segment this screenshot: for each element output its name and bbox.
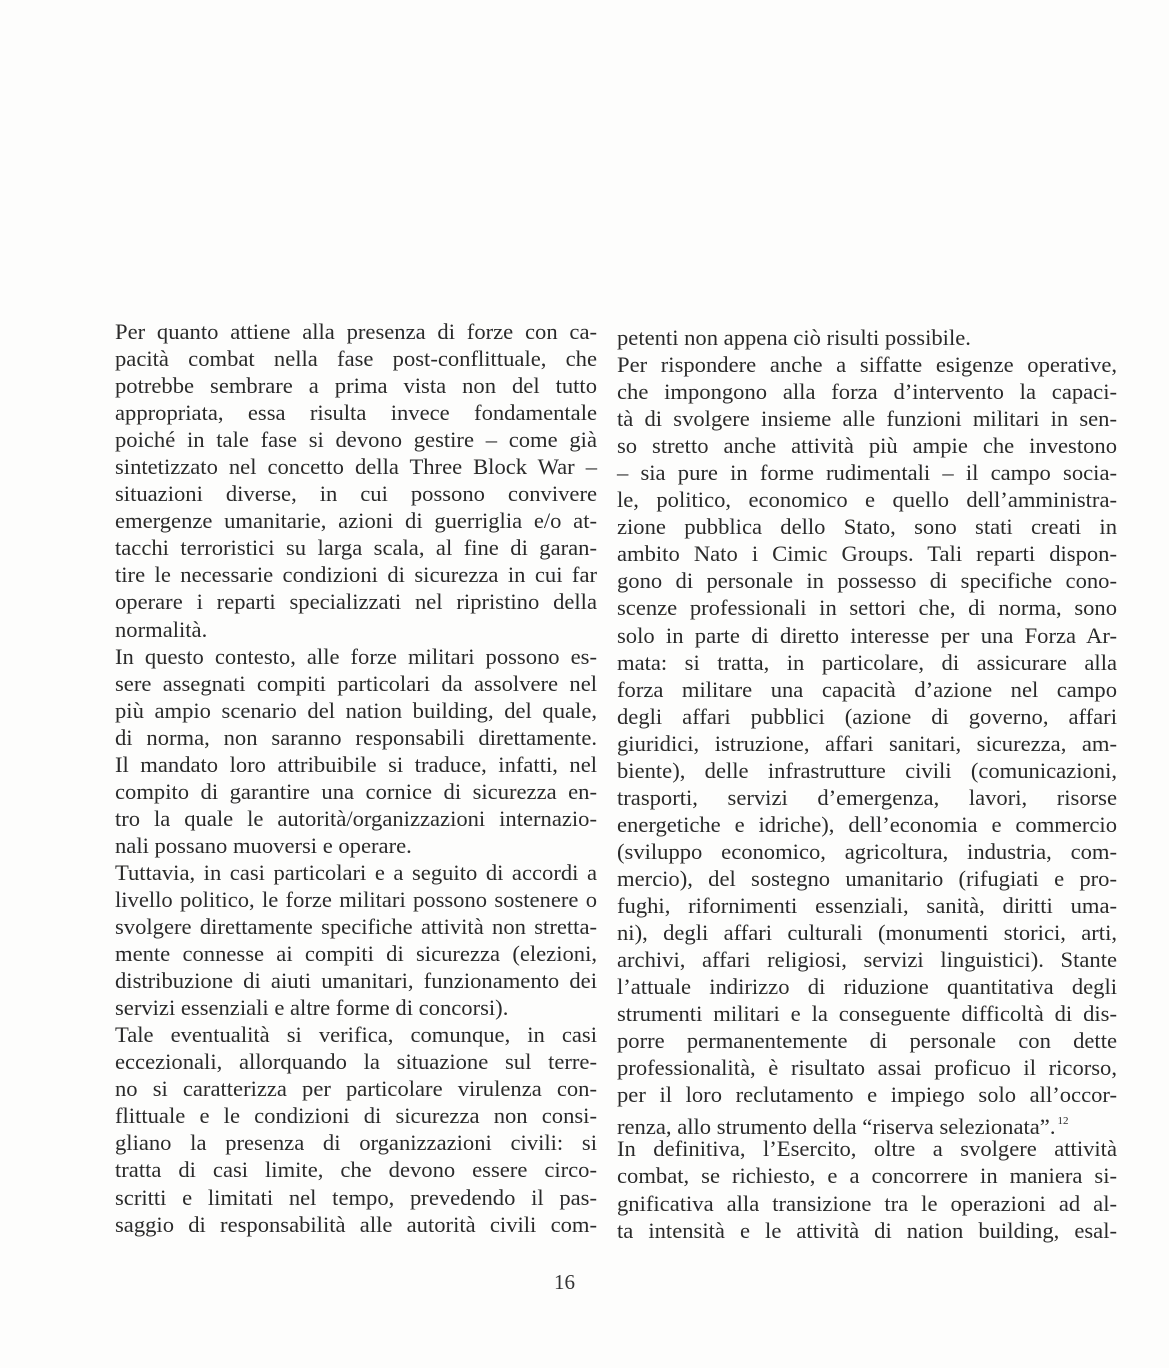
- text-line: distribuzione di aiuti umanitari, funzionamento dei: [115, 968, 597, 994]
- right-text-column: [617, 324, 1117, 1244]
- text-line: no si caratterizza per particolare virulenza con-: [115, 1076, 597, 1102]
- text-line: degli affari pubblici (azione di governo, affari: [617, 703, 1117, 729]
- text-line: operare i reparti specializzati nel ripristino della: [115, 589, 597, 615]
- text-line: più ampio scenario del nation building, del quale,: [115, 697, 597, 723]
- text-line: zione pubblica dello Stato, sono stati creati in: [617, 514, 1117, 540]
- text-line: solo in parte di diretto interesse per una Forza Ar-: [617, 622, 1117, 648]
- text-line: normalità.: [115, 616, 208, 642]
- text-line: ta intensità e le attività di nation building, esal-: [617, 1217, 1117, 1243]
- text-line: emergenze umanitarie, azioni di guerriglia e/o at-: [115, 508, 597, 534]
- text-line: livello politico, le forze militari possono sostenere o: [115, 886, 597, 912]
- text-line: In questo contesto, alle forze militari possono es-: [115, 643, 597, 669]
- text-line: pacità combat nella fase post-conflittuale, che: [115, 346, 597, 372]
- text-line: petenti non appena ciò risulti possibile.: [617, 325, 971, 350]
- text-line: so stretto anche attività più ampie che investono: [617, 433, 1117, 459]
- text-line: professionalità, è risultato assai proficuo il ricorso,: [617, 1055, 1117, 1081]
- text-line: In definitiva, l’Esercito, oltre a svolgere attività: [617, 1136, 1117, 1162]
- text-line: che impongono alla forza d’intervento la capaci-: [617, 379, 1117, 405]
- text-line: Il mandato loro attribuibile si traduce, infatti, nel: [115, 751, 597, 777]
- text-line: le, politico, economico e quello dell’amministra-: [617, 487, 1117, 513]
- text-line: compito di garantire una cornice di sicurezza en-: [115, 778, 597, 804]
- text-line: gliano la presenza di organizzazioni civili: si: [115, 1130, 597, 1156]
- text-line: porre permanentemente di personale con dette: [617, 1028, 1117, 1054]
- text-line: svolgere direttamente specifiche attività non stretta-: [115, 914, 597, 940]
- text-line: mercio), del sostegno umanitario (rifugiati e pro-: [617, 865, 1117, 891]
- text-line: Per quanto attiene alla presenza di forze con ca-: [115, 319, 597, 344]
- text-line: archivi, affari religiosi, servizi linguistici). Stante: [617, 947, 1117, 973]
- left-text-column: [115, 318, 597, 1238]
- text-line: tratta di casi limite, che devono essere circo-: [115, 1157, 597, 1183]
- text-line: trasporti, servizi d’emergenza, lavori, risorse: [617, 784, 1117, 810]
- text-line: combat, se richiesto, e a concorrere in maniera si-: [617, 1163, 1117, 1189]
- text-line: situazioni diverse, in cui possono convivere: [115, 481, 597, 507]
- text-line: nali possano muoversi e operare.: [115, 832, 412, 858]
- text-line: per il loro reclutamento e impiego solo all’occor-: [617, 1082, 1117, 1108]
- text-line: sintetizzato nel concetto della Three Block War –: [115, 454, 597, 480]
- text-line: tire le necessarie condizioni di sicurezza in cui far: [115, 562, 597, 588]
- text-line: Tale eventualità si verifica, comunque, in casi: [115, 1022, 597, 1048]
- text-line: energetiche e idriche), dell’economia e commercio: [617, 811, 1117, 837]
- text-line: potrebbe sembrare a prima vista non del tutto: [115, 373, 597, 399]
- text-line: tà di svolgere insieme alle funzioni militari in sen-: [617, 406, 1117, 432]
- text-line: Per rispondere anche a siffatte esigenze operative,: [617, 352, 1117, 378]
- text-line: appropriata, essa risulta invece fondamentale: [115, 400, 597, 426]
- text-line: l’attuale indirizzo di riduzione quantitativa degli: [617, 974, 1117, 1000]
- text-line: poiché in tale fase si devono gestire – come già: [115, 427, 597, 453]
- text-line: Tuttavia, in casi particolari e a seguito di accordi a: [115, 859, 597, 885]
- text-line: scritti e limitati nel tempo, prevedendo il pas-: [115, 1184, 597, 1210]
- page-number: 16: [554, 1270, 575, 1294]
- text-line: gono di personale in possesso di specifiche cono-: [617, 568, 1117, 594]
- text-line: giuridici, istruzione, affari sanitari, sicurezza, am-: [617, 730, 1117, 756]
- text-line: ambito Nato i Cimic Groups. Tali reparti dispon-: [617, 541, 1117, 567]
- text-line: tacchi terroristici su larga scala, al fine di garan-: [115, 535, 597, 561]
- text-line: (sviluppo economico, agricoltura, industria, com-: [617, 838, 1117, 864]
- text-line: tro la quale le autorità/organizzazioni internazio-: [115, 805, 597, 831]
- text-line: biente), delle infrastrutture civili (comunicazioni,: [617, 757, 1117, 783]
- footnote-reference: 12: [1057, 1115, 1069, 1128]
- text-line-content: renza, allo strumento della “riserva selezionata”.: [617, 1114, 1056, 1140]
- text-line: strumenti militari e la conseguente difficoltà di dis-: [617, 1001, 1117, 1027]
- text-line: ni), degli affari culturali (monumenti storici, arti,: [617, 920, 1117, 946]
- text-line: scenze professionali in settori che, di norma, sono: [617, 595, 1117, 621]
- text-line: forza militare una capacità d’azione nel campo: [617, 676, 1117, 702]
- text-line: [617, 1108, 1117, 1140]
- text-line: servizi essenziali e altre forme di concorsi).: [115, 995, 509, 1021]
- text-line: eccezionali, allorquando la situazione sul terre-: [115, 1049, 597, 1075]
- text-line: gnificativa alla transizione tra le operazioni ad al-: [617, 1190, 1117, 1216]
- text-line: saggio di responsabilità alle autorità civili com-: [115, 1211, 597, 1237]
- text-line: fughi, rifornimenti essenziali, sanità, diritti uma-: [617, 892, 1117, 918]
- text-line: flittuale e le condizioni di sicurezza non consi-: [115, 1103, 597, 1129]
- text-line: – sia pure in forme rudimentali – il campo socia-: [617, 460, 1117, 486]
- text-line: di norma, non saranno responsabili direttamente.: [115, 724, 597, 750]
- text-line: mente connesse ai compiti di sicurezza (elezioni,: [115, 941, 597, 967]
- text-line: sere assegnati compiti particolari da assolvere nel: [115, 670, 597, 696]
- text-line: mata: si tratta, in particolare, di assicurare alla: [617, 649, 1117, 675]
